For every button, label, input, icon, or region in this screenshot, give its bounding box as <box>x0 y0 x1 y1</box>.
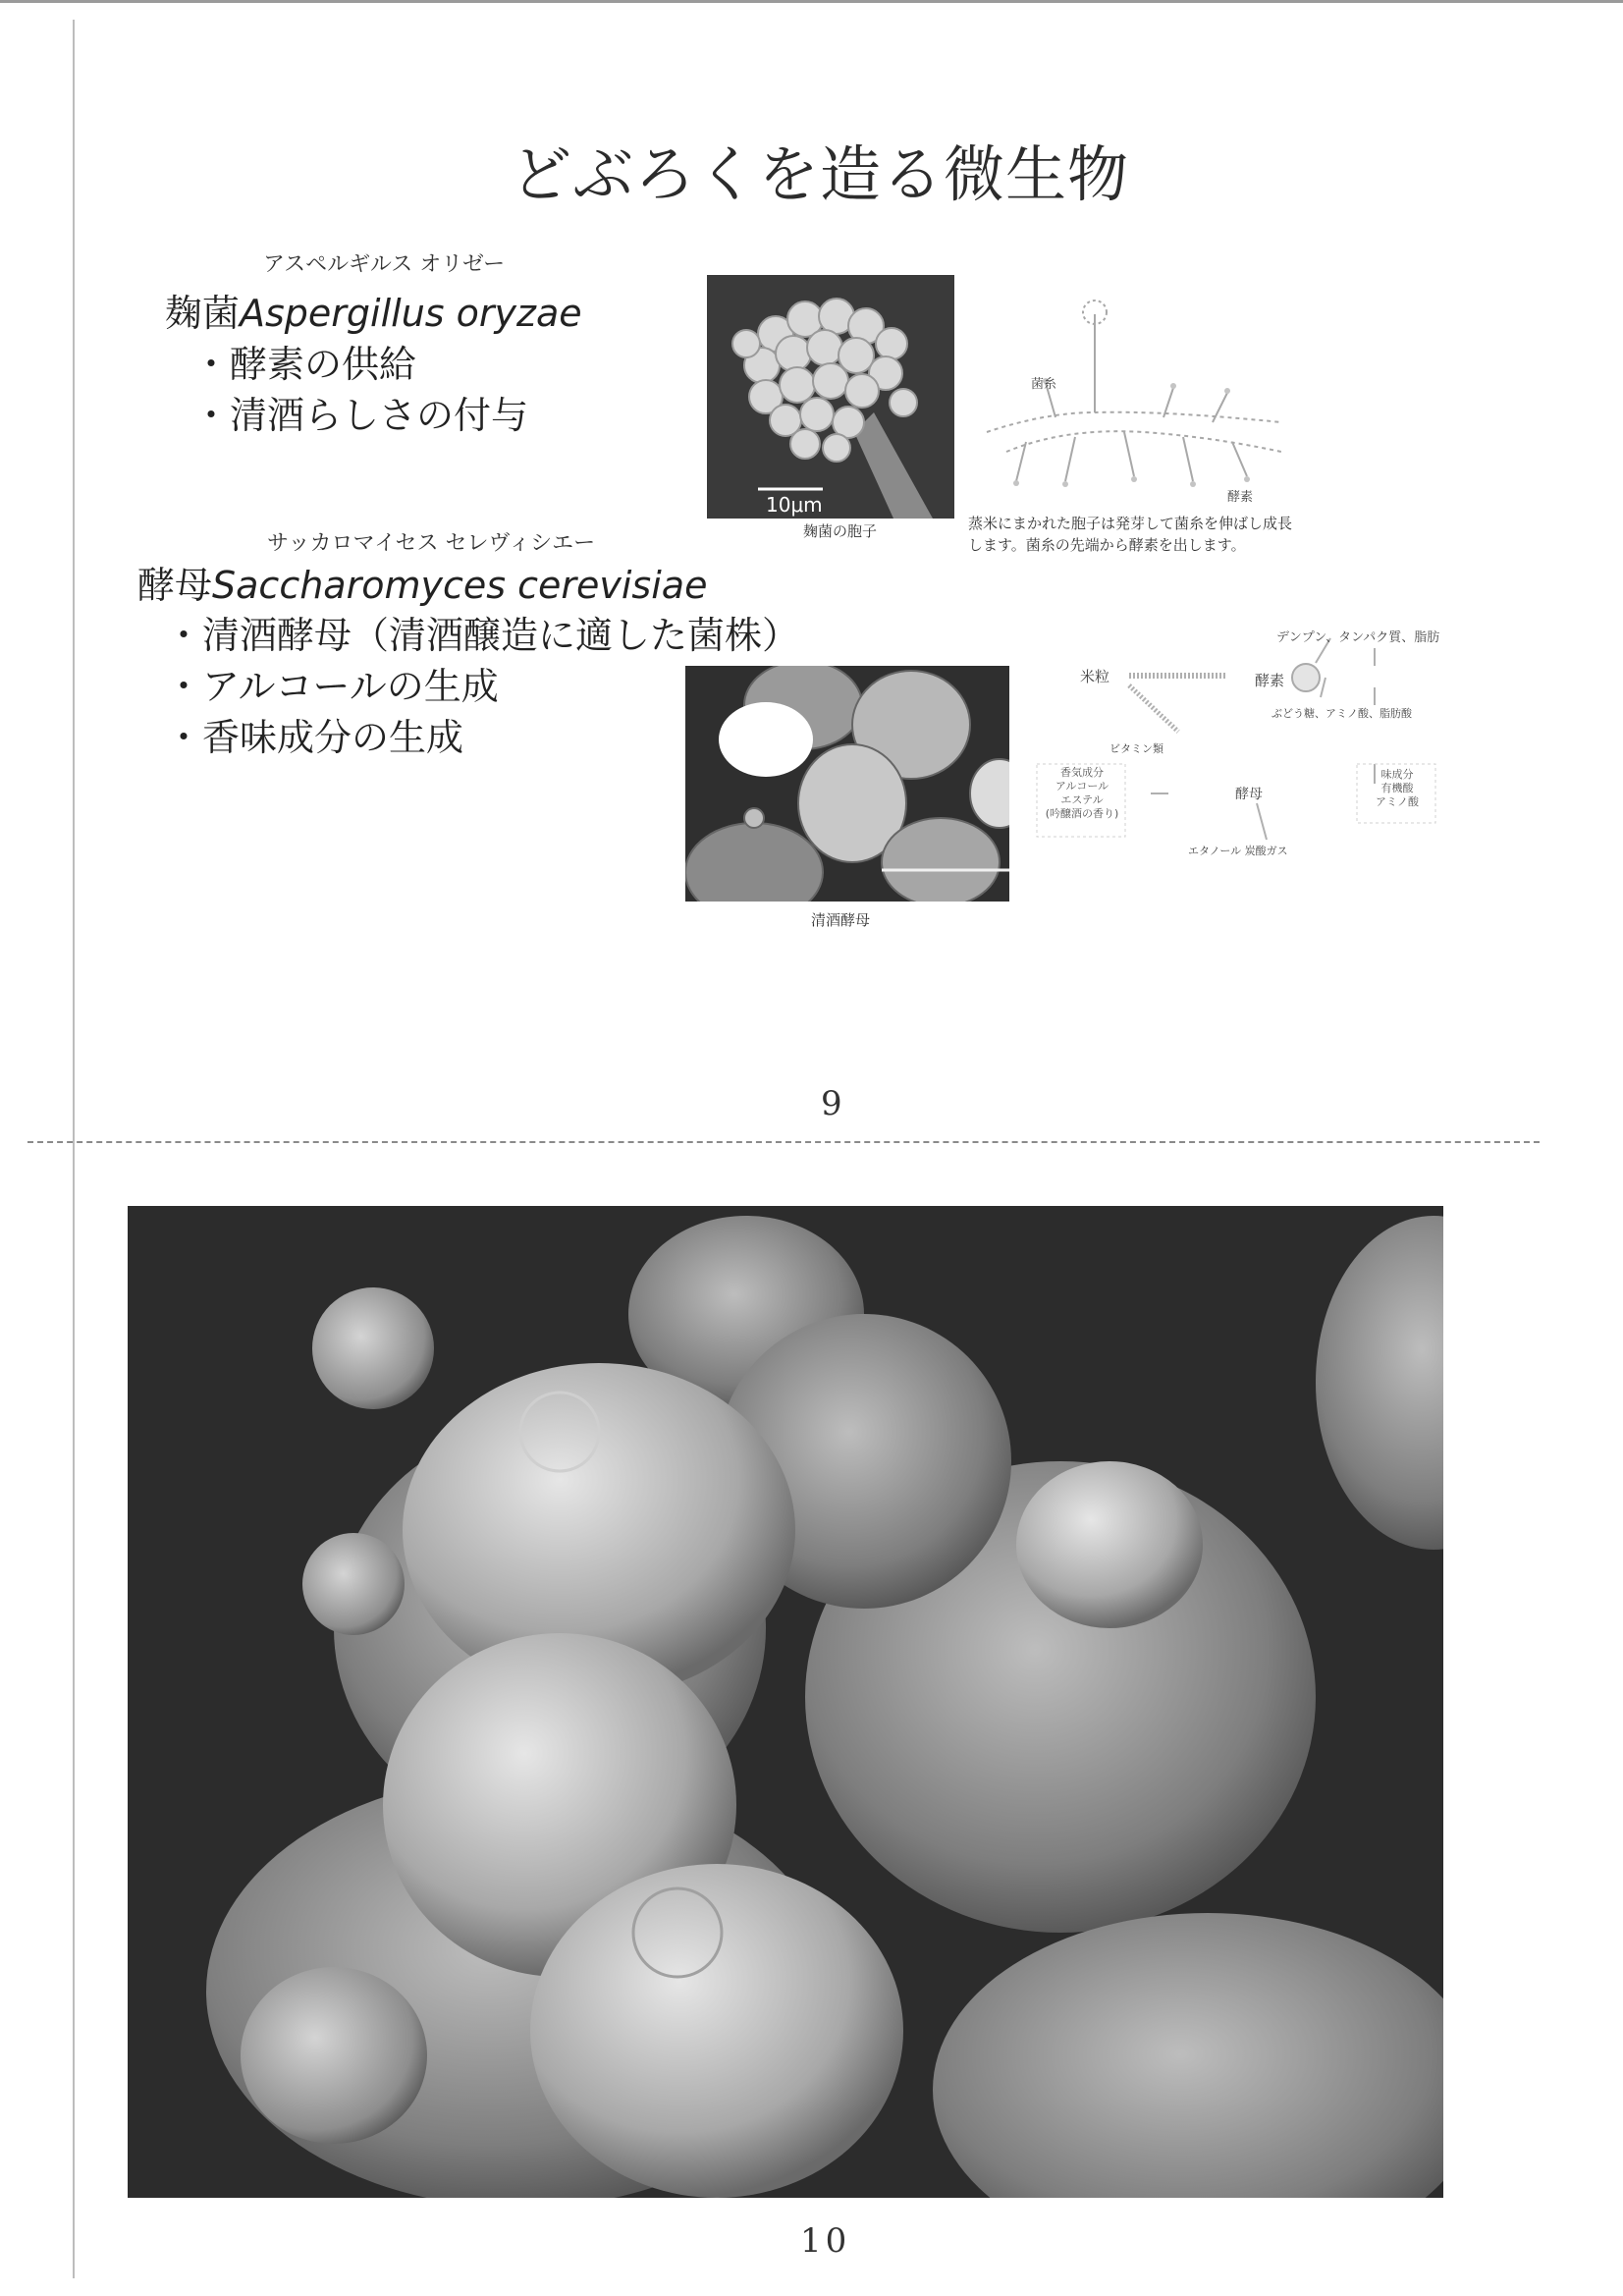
koji-ruby: アスペルギルス オリゼー <box>263 252 506 277</box>
page-number-9: 9 <box>821 1084 842 1123</box>
yeast-bullet-2: ・アルコールの生成 <box>165 665 499 708</box>
yeast-name-latin: Saccharomyces cerevisiae <box>212 564 708 607</box>
koji-name-latin: Aspergillus oryzae <box>240 292 582 335</box>
slide-title: どぶろくを造る微生物 <box>511 138 1130 210</box>
diagram-taste-line: 有機酸 <box>1380 782 1414 794</box>
koji-name-jp: 麹菌 <box>165 292 241 335</box>
diagram-aroma-line: (吟醸酒の香り) <box>1045 807 1119 820</box>
koji-bullet-1: ・酵素の供給 <box>192 343 417 386</box>
diagram-starch-label: デンプン、タンパク質、脂肪 <box>1276 630 1440 645</box>
fermentation-diagram <box>1031 619 1443 874</box>
yeast-name-jp: 酵母 <box>137 564 213 607</box>
top-border <box>0 0 1623 3</box>
koji-diagram-enzyme-label: 酵素 <box>1227 490 1254 505</box>
diagram-yeast-label: 酵母 <box>1235 787 1263 802</box>
koji-photo-caption: 麹菌の胞子 <box>803 522 878 540</box>
yeast-name <box>137 555 707 609</box>
diagram-taste-line: 味成分 <box>1380 768 1414 781</box>
page-divider <box>27 1141 1540 1143</box>
koji-diagram-caption-line1: 蒸米にまかれた胞子は発芽して菌糸を伸ばし成長 <box>968 515 1293 532</box>
diagram-aroma-line: エステル <box>1060 793 1104 806</box>
diagram-rice-label: 米粒 <box>1080 668 1110 685</box>
diagram-aroma-line: 香気成分 <box>1060 766 1104 779</box>
left-margin-line <box>73 20 75 2278</box>
page-number-10: 10 <box>800 2221 851 2261</box>
yeast-sem-photo <box>128 1206 1443 2198</box>
diagram-taste-box <box>1359 768 1435 809</box>
koji-bullet-2: ・清酒らしさの付与 <box>192 394 529 437</box>
diagram-taste-line: アミノ酸 <box>1376 795 1419 808</box>
diagram-gases-label: エタノール 炭酸ガス <box>1188 845 1288 857</box>
yeast-bullet-1: ・清酒酵母（清酒醸造に適した菌株） <box>165 614 800 657</box>
koji-diagram-caption-line2: します。菌糸の先端から酵素を出します。 <box>968 536 1246 554</box>
yeast-ruby: サッカロマイセス セレヴィシエー <box>267 531 596 556</box>
diagram-enzyme-label: 酵素 <box>1255 672 1285 689</box>
diagram-aroma-box <box>1039 766 1125 821</box>
koji-growth-diagram <box>967 295 1301 511</box>
yeast-bullet-3: ・香味成分の生成 <box>165 716 464 759</box>
koji-diagram-hyphae-label: 菌糸 <box>1031 377 1057 392</box>
diagram-aroma-line: アルコール <box>1055 780 1109 793</box>
sake-yeast-photo-caption: 清酒酵母 <box>811 911 871 929</box>
sake-yeast-photo <box>685 666 1009 902</box>
koji-spore-photo <box>707 275 954 519</box>
diagram-vitamins-label: ビタミン類 <box>1109 742 1163 755</box>
koji-scale-label: 10μm <box>766 493 823 517</box>
koji-name <box>165 283 582 337</box>
diagram-sugars-label: ぶどう糖、アミノ酸、脂肪酸 <box>1271 707 1412 720</box>
